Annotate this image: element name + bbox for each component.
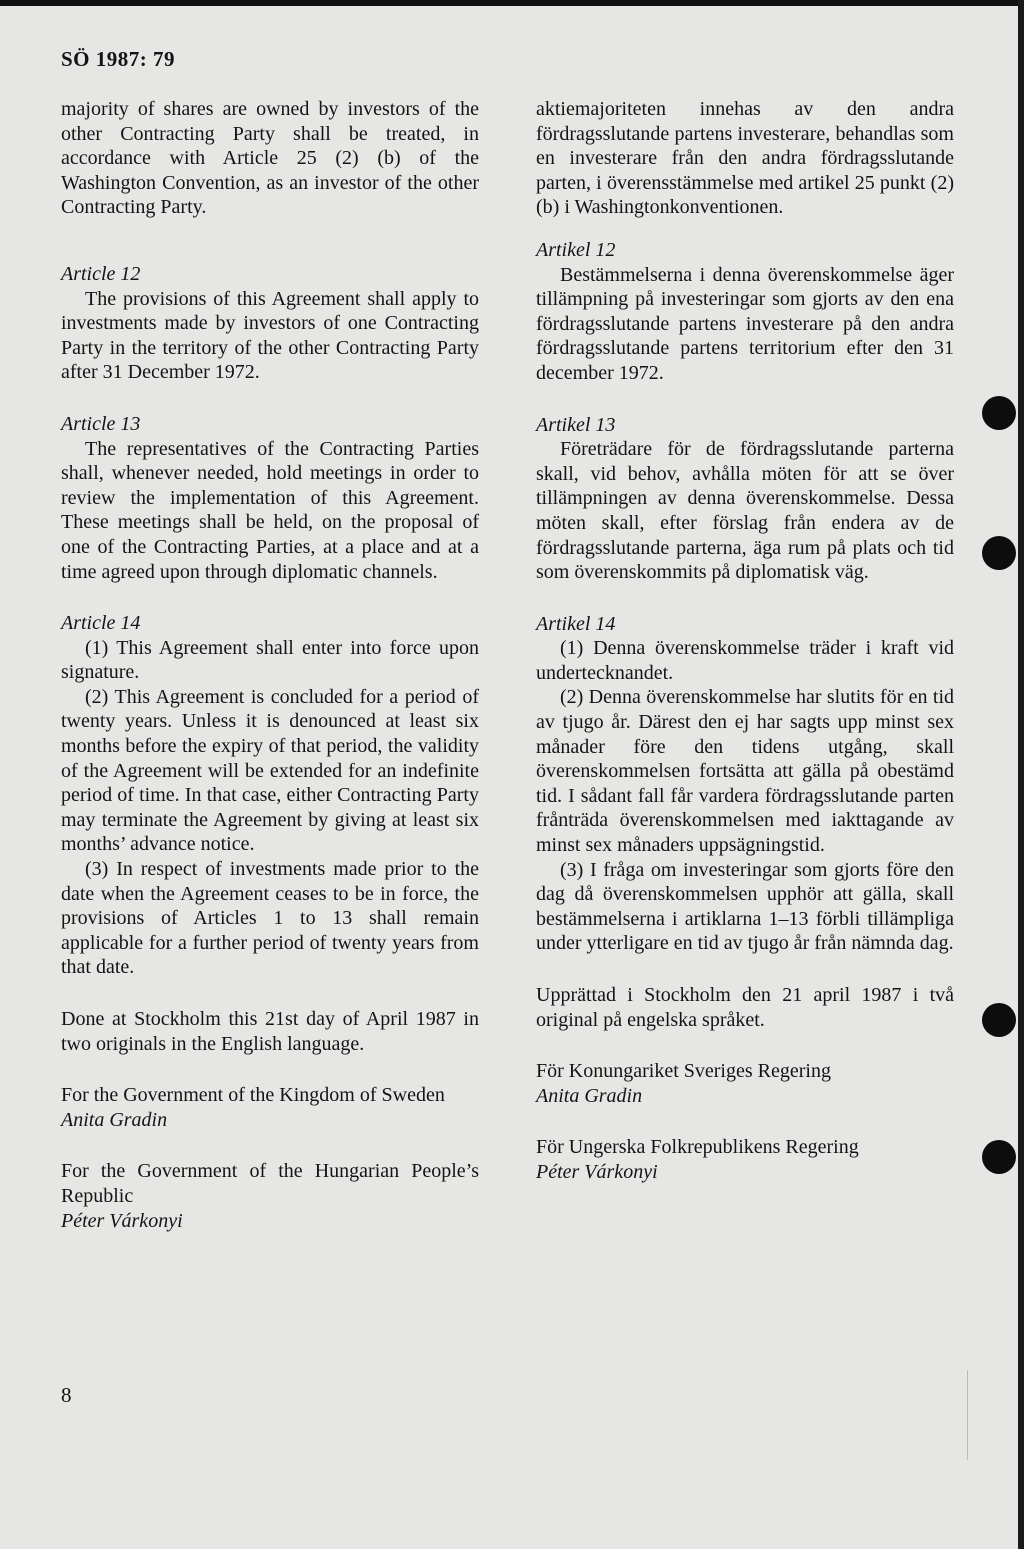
intro-paragraph: majority of shares are owned by investors of the other Contracting Party shall be treated, in accordance with Article 25 (2) (b) of the Washington Convention, as an investor of the other Contracting Party. [61, 98, 479, 219]
scan-artifact-line [967, 1370, 968, 1460]
scan-right-border [1018, 0, 1024, 1549]
signature-1-label-sv: För Konungariket Sveriges Regering [536, 1060, 831, 1083]
page-reference: SÖ 1987: 79 [61, 47, 176, 71]
scan-top-border [0, 0, 1024, 6]
artikel-14-para-3: (3) I fråga om investeringar som gjorts före den dag då överenskommelsen upphör att gälla, skall bestämmelserna i artiklarna 1–13 förbli tillämpliga under ytterligare en tid av tjugo år från nämnda dag. [536, 858, 954, 955]
punch-hole-icon [982, 1003, 1016, 1037]
page-number: 8 [61, 1383, 72, 1407]
signature-1-name: Anita Gradin [61, 1108, 168, 1131]
intro-paragraph-sv: aktiemajoriteten innehas av den andra fördragsslutande partens investerare, behandlas som en investerare från den andra fördragsslutande parten, i överensstämmelse med artikel 25 punkt (2) (b) i Washingtonkonventionen. [536, 98, 954, 219]
article-14-heading: Article 14 [61, 612, 141, 635]
artikel-12-heading: Artikel 12 [536, 238, 616, 261]
punch-hole-icon [982, 536, 1016, 570]
article-12-heading: Article 12 [61, 262, 141, 285]
article-14-para-2: (2) This Agreement is concluded for a period of twenty years. Unless it is denounced at least six months before the expiry of that period, the validity of the Agreement will be extended for an indefinite period of time. In that case, either Contracting Party may terminate the Agreement by giving at least six months’ advance notice. [61, 685, 479, 856]
artikel-13-text: Företrädare för de fördragsslutande parterna skall, vid behov, avhålla möten för att se över tillämpningen av denna överenskommelse. Dessa möten skall, efter förslag från endera av de fördragsslutande parterna, äga rum på plats och tid som överenskommits på diplomatisk väg. [536, 438, 954, 584]
done-at-statement: Done at Stockholm this 21st day of April 1987 in two originals in the English language. [61, 1008, 479, 1055]
done-at-statement-sv: Upprättad i Stockholm den 21 april 1987 i två original på engelska språket. [536, 984, 954, 1031]
artikel-14-heading: Artikel 14 [536, 612, 616, 635]
artikel-14-para-2: (2) Denna överenskommelse har slutits för en tid av tjugo år. Därest den ej har sagts upp minst sex månader före den tidens utgång, skall överenskommelsen fortsätta att gälla på obestämd tid. I sådant fall får vardera fördragsslutande parten frånträda överenskommelsen med iakttagande av minst sex månaders uppsägningstid. [536, 686, 954, 857]
signature-2-name: Péter Várkonyi [61, 1209, 183, 1232]
artikel-14-para-1: (1) Denna överenskommelse träder i kraft vid undertecknandet. [536, 637, 954, 684]
swedish-column [536, 97, 954, 1185]
english-column [61, 97, 479, 1233]
signature-2-name-sv: Péter Várkonyi [536, 1160, 658, 1183]
punch-hole-icon [982, 396, 1016, 430]
article-13-text: The representatives of the Contracting Parties shall, whenever needed, hold meetings in order to review the implementation of this Agreement. These meetings shall be held, on the proposal of one of the Contracting Parties, at a place and at a time agreed upon through diplomatic channels. [61, 437, 479, 583]
punch-hole-icon [982, 1140, 1016, 1174]
artikel-12-text: Bestämmelserna i denna överenskommelse äger tillämpning på investeringar som gjorts av den ena fördragsslutande partens investerare på den andra fördragsslutande partens territorium efter den 31 december 1972. [536, 263, 954, 384]
signature-1-name-sv: Anita Gradin [536, 1084, 643, 1107]
signature-2-label: For the Government of the Hungarian People’s Republic [61, 1160, 479, 1207]
article-12-text: The provisions of this Agreement shall apply to investments made by investors of one Contracting Party in the territory of the other Contracting Party after 31 December 1972. [61, 287, 479, 384]
signature-2-label-sv: För Ungerska Folkrepublikens Regering [536, 1136, 859, 1159]
article-13-heading: Article 13 [61, 412, 141, 435]
article-14-para-1: (1) This Agreement shall enter into force upon signature. [61, 636, 479, 684]
artikel-13-heading: Artikel 13 [536, 413, 616, 436]
article-14-para-3: (3) In respect of investments made prior to the date when the Agreement ceases to be in force, the provisions of Articles 1 to 13 shall remain applicable for a further period of twenty years from that date. [61, 858, 479, 979]
signature-1-label: For the Government of the Kingdom of Sweden [61, 1084, 445, 1107]
